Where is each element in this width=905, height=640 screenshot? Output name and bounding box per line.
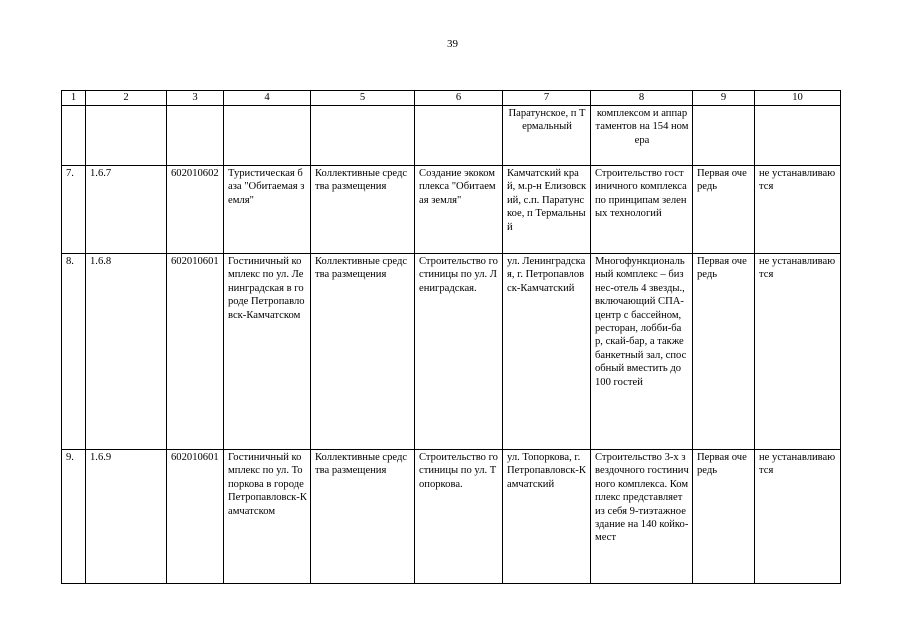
table-cell: 602010601 bbox=[167, 254, 224, 450]
table-cell: ул. Ленинградская, г. Петропавловск-Камчатский bbox=[503, 254, 591, 450]
column-number: 7 bbox=[503, 91, 591, 106]
table-cell: Гостиничный комплекс по ул. Топоркова в городе Петропавловск-Камчатском bbox=[224, 450, 311, 584]
table-cell bbox=[693, 106, 755, 166]
table-cell: Строительство гостиницы по ул. Лениградская. bbox=[415, 254, 503, 450]
objects-table bbox=[61, 90, 841, 584]
table-cell: Первая очередь bbox=[693, 450, 755, 584]
table-cell: Паратунское, п Термальный bbox=[503, 106, 591, 166]
column-number: 1 bbox=[62, 91, 86, 106]
table-row bbox=[62, 254, 841, 450]
table-cell: 602010602 bbox=[167, 166, 224, 254]
table-cell bbox=[167, 106, 224, 166]
table-cell: Первая очередь bbox=[693, 254, 755, 450]
table-cell: 1.6.7 bbox=[86, 166, 167, 254]
table-cell: 1.6.9 bbox=[86, 450, 167, 584]
table-cell: комплексом и аппартаментов на 154 номера bbox=[591, 106, 693, 166]
column-number: 2 bbox=[86, 91, 167, 106]
table-cell bbox=[311, 106, 415, 166]
column-number: 10 bbox=[755, 91, 841, 106]
table-cell bbox=[415, 106, 503, 166]
page-number: 39 bbox=[447, 38, 458, 50]
table-cell: Коллективные средства размещения bbox=[311, 166, 415, 254]
table-header-row bbox=[62, 91, 841, 106]
table-cell: не устанавливаются bbox=[755, 450, 841, 584]
table-cell: Коллективные средства размещения bbox=[311, 254, 415, 450]
table-cell: Гостиничный комплекс по ул. Ленинградская в городе Петропавловск-Камчатском bbox=[224, 254, 311, 450]
table-row bbox=[62, 166, 841, 254]
table-cell: не устанавливаются bbox=[755, 166, 841, 254]
table-cell: Камчатский край, м.р-н Елизовский, с.п. Паратунское, п Термальный bbox=[503, 166, 591, 254]
table-cell: Коллективные средства размещения bbox=[311, 450, 415, 584]
table-cell: 602010601 bbox=[167, 450, 224, 584]
table-row bbox=[62, 106, 841, 166]
table-cell: ул. Топоркова, г. Петропавловск-Камчатский bbox=[503, 450, 591, 584]
table-cell bbox=[755, 106, 841, 166]
table-cell bbox=[62, 106, 86, 166]
table-cell: Создание экокомплекса "Обитаемая земля" bbox=[415, 166, 503, 254]
table-cell bbox=[86, 106, 167, 166]
table-cell bbox=[224, 106, 311, 166]
table-cell: 7. bbox=[62, 166, 86, 254]
column-number: 6 bbox=[415, 91, 503, 106]
table-cell: Первая очередь bbox=[693, 166, 755, 254]
table-cell: Многофункциональный комплекс – бизнес-отель 4 звезды., включающий СПА-центр с бассейном, ресторан, лобби-бар, скай-бар, а также банкетный зал, способный вместить до 100 гостей bbox=[591, 254, 693, 450]
table-row bbox=[62, 450, 841, 584]
table-cell: 9. bbox=[62, 450, 86, 584]
column-number: 4 bbox=[224, 91, 311, 106]
table-cell: 8. bbox=[62, 254, 86, 450]
table-cell: Строительство гостиницы по ул. Топоркова. bbox=[415, 450, 503, 584]
column-number: 9 bbox=[693, 91, 755, 106]
column-number: 3 bbox=[167, 91, 224, 106]
table-cell: Туристическая база "Обитаемая земля" bbox=[224, 166, 311, 254]
table-cell: 1.6.8 bbox=[86, 254, 167, 450]
table-cell: Строительство 3-х звездочного гостиничного комплекса. Комплекс представляет из себя 9-тиэтажное здание на 140 койко-мест bbox=[591, 450, 693, 584]
column-number: 8 bbox=[591, 91, 693, 106]
column-number: 5 bbox=[311, 91, 415, 106]
table-cell: Строительство гостиничного комплекса по принципам зеленых технологий bbox=[591, 166, 693, 254]
table-cell: не устанавливаются bbox=[755, 254, 841, 450]
